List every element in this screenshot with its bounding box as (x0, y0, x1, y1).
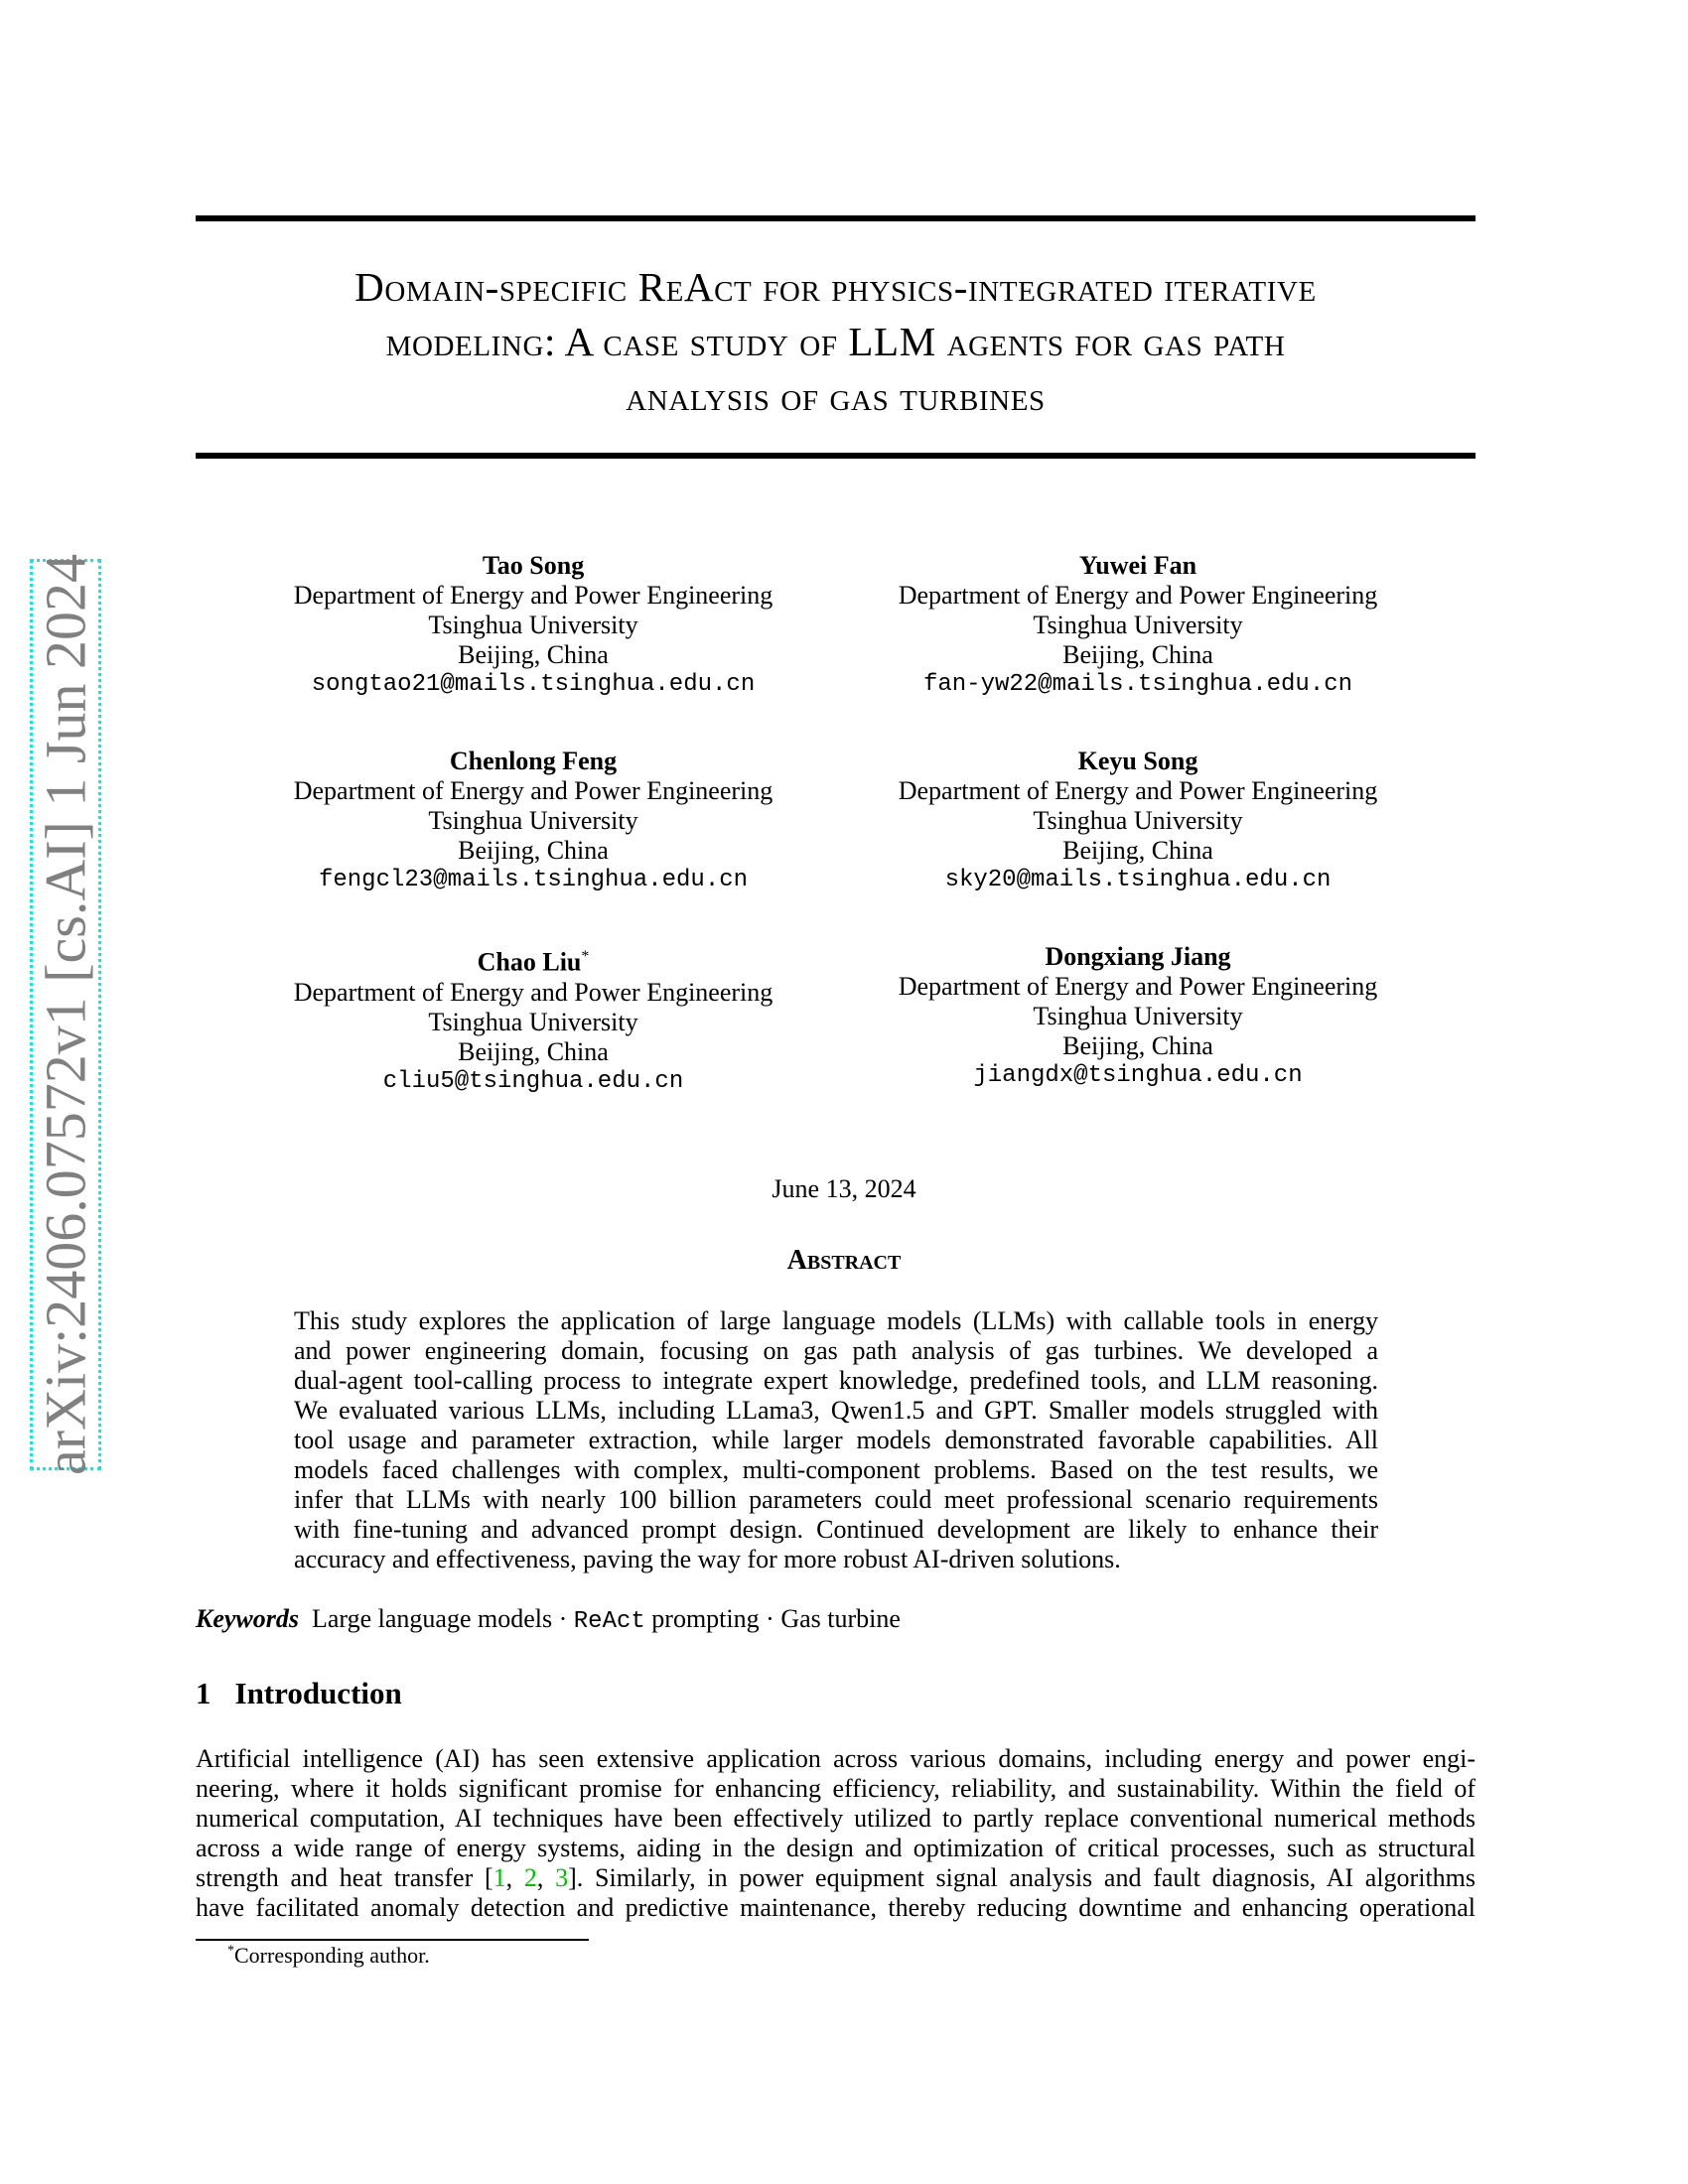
text-line: infer that LLMs with nearly 100 billion parameters could meet professional scenario requirements (294, 1485, 1378, 1514)
footnote-mark: * (227, 1943, 234, 1959)
title-line: modeling: A case study of LLM agents for gas path (385, 319, 1286, 364)
keyword-separator: · (552, 1604, 574, 1633)
text-line: This study explores the application of large language models (LLMs) with callable tools in energy (294, 1306, 1378, 1335)
author-location: Beijing, China (1062, 640, 1213, 669)
author-block (235, 551, 831, 700)
section-number: 1 (196, 1676, 211, 1710)
footnote-mark[interactable]: * (581, 948, 590, 965)
text-line: have facilitated anomaly detection and predictive maintenance, thereby reducing downtime and enhancing operational (196, 1893, 1476, 1922)
author-location: Beijing, China (1062, 1031, 1213, 1060)
author-name (235, 747, 831, 776)
text: ]. Similarly, in power equipment signal analysis and fault diagnosis, AI algorithms (568, 1863, 1477, 1892)
paper-date: June 13, 2024 (772, 1174, 916, 1203)
keyword: Gas turbine (780, 1604, 901, 1633)
text-line: strength and heat transfer [1, 2, 3]. Similarly, in power equipment signal analysis and fault diagnosis, AI algorithms (196, 1863, 1477, 1892)
author-department: Department of Energy and Power Engineering (293, 581, 774, 610)
author-name-text: Dongxiang Jiang (1045, 942, 1231, 971)
author-block (840, 551, 1436, 700)
text-line: tool usage and parameter extraction, while larger models demonstrated favorable capabilities. All (294, 1426, 1378, 1454)
author-email[interactable]: songtao21@mails.tsinghua.edu.cn (311, 671, 756, 698)
author-location: Beijing, China (458, 1036, 609, 1066)
author-block (840, 747, 1436, 895)
author-name-text: Chao Liu (477, 947, 582, 977)
author-name (840, 942, 1436, 972)
text-line: neering, where it holds significant promise for enhancing efficiency, reliability, and sustainability. Within the field of (196, 1774, 1476, 1803)
text-line: across a wide range of energy systems, aiding in the design and optimization of critical processes, such as structural (196, 1834, 1476, 1862)
text: strength and heat transfer [ (196, 1863, 493, 1892)
section-title: Introduction (234, 1676, 402, 1710)
author-name (840, 551, 1436, 581)
author-name (235, 942, 831, 978)
author-name (840, 747, 1436, 776)
author-department: Department of Energy and Power Engineering (898, 581, 1378, 610)
abstract-heading: Abstract (786, 1245, 902, 1276)
author-department: Department of Energy and Power Engineering (293, 776, 774, 805)
author-department: Department of Energy and Power Engineering (898, 972, 1378, 1001)
author-university: Tsinghua University (1033, 611, 1243, 639)
text-line: with fine-tuning and advanced prompt design. Continued development are likely to enhance their (294, 1515, 1378, 1544)
paper-title (196, 260, 1476, 424)
text-line: and power engineering domain, focusing on gas path analysis of gas turbines. We developed a (294, 1336, 1378, 1365)
citation-link[interactable]: 2 (523, 1863, 537, 1892)
author-university: Tsinghua University (1033, 1002, 1243, 1030)
author-university: Tsinghua University (428, 611, 638, 639)
section-heading (196, 1676, 402, 1711)
author-location: Beijing, China (1062, 836, 1213, 865)
author-name-text: Keyu Song (1077, 747, 1198, 775)
author-location: Beijing, China (458, 836, 609, 865)
title-bottom-rule (196, 453, 1476, 459)
author-name (235, 551, 831, 581)
author-name-text: Tao Song (482, 551, 585, 580)
author-department: Department of Energy and Power Engineering (293, 977, 774, 1007)
intro-body (196, 1744, 1476, 1923)
author-name-text: Chenlong Feng (449, 747, 618, 775)
text-line: dual-agent tool-calling process to integrate expert knowledge, predefined tools, and LLM reasoning. (294, 1366, 1378, 1395)
text-line: accuracy and effectiveness, paving the way for more robust AI-driven solutions. (294, 1545, 1121, 1573)
author-email[interactable]: sky20@mails.tsinghua.edu.cn (944, 867, 1332, 893)
abstract-body (294, 1306, 1378, 1574)
title-line: analysis of gas turbines (626, 373, 1046, 419)
text-line: Artificial intelligence (AI) has seen extensive application across various domains, including energy and power engi- (196, 1744, 1476, 1773)
arxiv-id[interactable]: arXiv:2406.07572v1 [cs.AI] 1 Jun 2024 (33, 554, 98, 1475)
keyword-mono: ReAct (573, 1608, 645, 1635)
keyword: prompting (644, 1604, 760, 1633)
author-location: Beijing, China (458, 640, 609, 669)
author-block (235, 747, 831, 895)
author-email[interactable]: jiangdx@tsinghua.edu.cn (973, 1062, 1303, 1089)
citation-link[interactable]: 3 (555, 1863, 569, 1892)
footnote-text: Corresponding author. (234, 1943, 430, 1968)
keywords (196, 1604, 901, 1635)
author-block (235, 942, 831, 1097)
title-line: Domain-specific ReAct for physics-integrated iterative (354, 264, 1317, 310)
text-line: We evaluated various LLMs, including LLama3, Qwen1.5 and GPT. Smaller models struggled with (294, 1396, 1378, 1425)
text-line: numerical computation, AI techniques have been effectively utilized to partly replace conventional numerical methods (196, 1804, 1476, 1833)
keyword: Large language models (312, 1604, 553, 1633)
title-top-rule (196, 215, 1476, 221)
author-university: Tsinghua University (1033, 806, 1243, 835)
author-name-text: Yuwei Fan (1078, 551, 1197, 580)
footnote (227, 1943, 430, 1969)
author-university: Tsinghua University (428, 806, 638, 835)
citation-link[interactable]: 1 (492, 1863, 506, 1892)
author-email[interactable]: fan-yw22@mails.tsinghua.edu.cn (922, 671, 1353, 698)
keywords-label: Keywords (196, 1604, 299, 1633)
author-email[interactable]: fengcl23@mails.tsinghua.edu.cn (318, 867, 749, 893)
author-email[interactable]: cliu5@tsinghua.edu.cn (382, 1067, 684, 1095)
footnote-rule (196, 1939, 589, 1941)
arxiv-stamp (30, 554, 101, 1475)
keyword-separator: · (759, 1604, 781, 1633)
author-university: Tsinghua University (428, 1007, 638, 1036)
author-department: Department of Energy and Power Engineering (898, 776, 1378, 805)
text-line: models faced challenges with complex, multi-component problems. Based on the test results, we (294, 1455, 1378, 1484)
author-block (840, 942, 1436, 1091)
